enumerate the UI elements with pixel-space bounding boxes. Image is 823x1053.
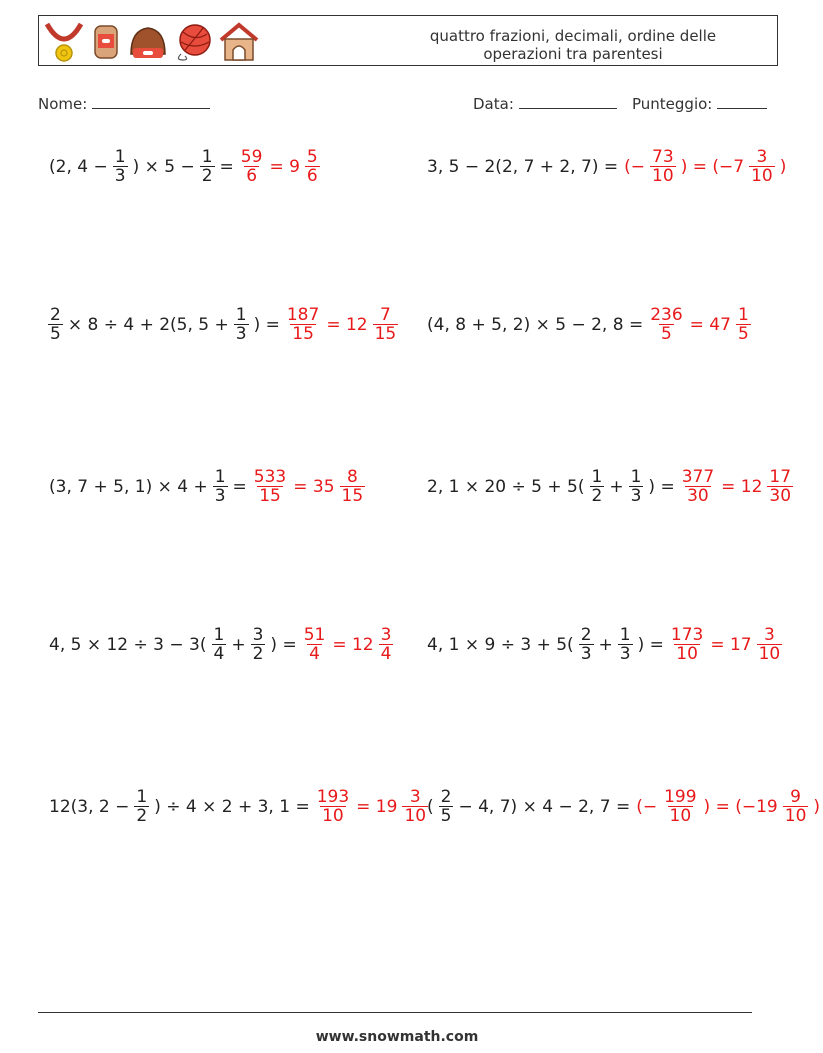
dog-bed-icon [127, 20, 169, 64]
expression-text: − 4, 7) × 4 − 2, 7 = [458, 796, 631, 817]
worksheet-title [403, 27, 743, 63]
denominator: 5 [50, 324, 61, 344]
answer-text: (− [636, 796, 658, 817]
denominator: 2 [591, 486, 603, 506]
date-label: Data: [473, 95, 514, 113]
answer-fraction [662, 788, 698, 825]
numerator: 1 [619, 625, 631, 645]
answer-fraction [239, 148, 265, 185]
answer-fraction [305, 148, 320, 185]
title-line-1: quattro frazioni, decimali, ordine delle [429, 27, 717, 45]
problem-6 [424, 468, 795, 505]
numerator: 8 [346, 467, 358, 487]
numerator: 377 [681, 467, 715, 487]
numerator: 3 [380, 625, 392, 645]
expression-text: 2, 1 × 20 ÷ 5 + 5( [427, 476, 585, 497]
expression-text: ) = [648, 476, 675, 497]
fraction [113, 148, 128, 185]
answer-fraction [767, 468, 793, 505]
expression-text: × 8 ÷ 4 + 2(5, 5 + [67, 314, 229, 335]
answer-text: = 12 [332, 634, 374, 655]
answer-fraction [757, 626, 783, 663]
numerator: 1 [213, 625, 225, 645]
problem-2 [424, 148, 789, 185]
score-field [632, 94, 767, 113]
answer-fraction [373, 306, 399, 343]
numerator: 1 [214, 467, 226, 487]
problem-4 [424, 306, 753, 343]
numerator: 2 [50, 305, 61, 325]
denominator: 15 [341, 486, 364, 506]
problem-3 [46, 306, 400, 343]
answer-fraction [340, 468, 366, 505]
fraction [618, 626, 633, 663]
denominator: 15 [374, 324, 397, 344]
title-line-2: operazioni tra parentesi [483, 45, 663, 63]
numerator: 3 [252, 625, 264, 645]
denominator: 6 [306, 166, 318, 186]
fraction [212, 626, 227, 663]
numerator: 199 [664, 787, 697, 807]
denominator: 6 [246, 166, 258, 186]
numerator: 1 [630, 467, 642, 487]
fraction [251, 626, 266, 663]
denominator: 5 [661, 324, 672, 344]
score-label: Punteggio: [632, 95, 713, 113]
fraction [439, 788, 454, 825]
numerator: 17 [769, 467, 792, 487]
expression-text: (2, 4 − [49, 156, 108, 177]
numerator: 533 [253, 467, 287, 487]
numerator: 1 [201, 147, 213, 167]
date-field [473, 94, 617, 113]
denominator: 3 [214, 486, 226, 506]
date-blank[interactable] [519, 94, 617, 109]
answer-text: ) [813, 796, 821, 817]
answer-fraction [680, 468, 716, 505]
problem-1 [46, 148, 322, 185]
denominator: 4 [309, 644, 320, 664]
fraction [629, 468, 644, 505]
answer-fraction [669, 626, 705, 663]
expression-text: ) × 5 − [132, 156, 195, 177]
answer-text: = 12 [326, 314, 368, 335]
numerator: 236 [650, 305, 683, 325]
numerator: 7 [380, 305, 391, 325]
yarn-ball-icon [173, 20, 213, 64]
medal-icon [43, 20, 85, 64]
numerator: 3 [764, 625, 775, 645]
answer-fraction [648, 306, 684, 343]
answer-fraction [285, 306, 321, 343]
expression-text: ) ÷ 4 × 2 + 3, 1 = [154, 796, 310, 817]
fraction [134, 788, 149, 825]
denominator: 30 [687, 486, 709, 506]
denominator: 30 [769, 486, 792, 506]
fraction [200, 148, 215, 185]
answer-fraction [315, 788, 351, 825]
denominator: 10 [404, 806, 427, 826]
problem-8 [424, 626, 784, 663]
answer-text: = 47 [689, 314, 731, 335]
numerator: 73 [652, 147, 674, 167]
expression-text: + [609, 476, 624, 497]
answer-text: (− [624, 156, 646, 177]
denominator: 5 [737, 324, 749, 344]
name-label: Nome: [38, 95, 88, 113]
numerator: 187 [286, 305, 320, 325]
numerator: 9 [790, 787, 801, 807]
answer-fraction [252, 468, 288, 505]
numerator: 193 [316, 787, 350, 807]
denominator: 15 [292, 324, 314, 344]
denominator: 4 [380, 644, 392, 664]
answer-fraction [302, 626, 328, 663]
expression-text: ( [427, 796, 434, 817]
name-blank[interactable] [92, 94, 210, 109]
answer-text: = 12 [721, 476, 763, 497]
denominator: 5 [440, 806, 452, 826]
numerator: 173 [670, 625, 704, 645]
numerator: 2 [440, 787, 452, 807]
denominator: 3 [619, 644, 631, 664]
denominator: 10 [751, 166, 773, 186]
problem-9 [46, 788, 430, 825]
fraction [579, 626, 594, 663]
denominator: 3 [580, 644, 592, 664]
expression-text: ) = [270, 634, 297, 655]
fraction [213, 468, 228, 505]
answer-fraction [379, 626, 394, 663]
expression-text: + [231, 634, 246, 655]
denominator: 3 [114, 166, 126, 186]
numerator: 1 [591, 467, 603, 487]
dog-house-icon [217, 20, 261, 64]
denominator: 10 [758, 644, 781, 664]
expression-text: (3, 7 + 5, 1) × 4 + [49, 476, 208, 497]
expression-text: 3, 5 − 2(2, 7 + 2, 7) = [427, 156, 619, 177]
numerator: 1 [114, 147, 126, 167]
denominator: 2 [252, 644, 264, 664]
problem-10 [424, 788, 823, 825]
answer-fraction [783, 788, 809, 825]
fraction [590, 468, 605, 505]
name-field [38, 94, 210, 113]
denominator: 3 [235, 324, 247, 344]
expression-text: 4, 5 × 12 ÷ 3 − 3( [49, 634, 207, 655]
problem-5 [46, 468, 367, 505]
expression-text: (4, 8 + 5, 2) × 5 − 2, 8 = [427, 314, 644, 335]
denominator: 10 [669, 806, 692, 826]
icon-strip [43, 20, 261, 64]
denominator: 10 [676, 644, 698, 664]
numerator: 3 [409, 787, 421, 807]
answer-fraction [650, 148, 676, 185]
fraction [234, 306, 249, 343]
expression-text: = [219, 156, 234, 177]
expression-text: = [232, 476, 247, 497]
answer-text: ) = (−19 [703, 796, 778, 817]
footer-divider [38, 1012, 752, 1013]
denominator: 3 [630, 486, 642, 506]
denominator: 10 [652, 166, 674, 186]
score-blank[interactable] [717, 94, 767, 109]
answer-text: ) = (−7 [680, 156, 745, 177]
answer-text: = 17 [710, 634, 752, 655]
fraction [48, 306, 63, 343]
answer-text: = 19 [356, 796, 398, 817]
expression-text: ) = [253, 314, 280, 335]
tape-roll-icon [89, 20, 123, 64]
numerator: 51 [303, 625, 326, 645]
numerator: 1 [136, 787, 148, 807]
denominator: 10 [784, 806, 807, 826]
problem-7 [46, 626, 395, 663]
denominator: 4 [213, 644, 225, 664]
answer-text: ) [779, 156, 787, 177]
expression-text: + [598, 634, 613, 655]
answer-text: = 35 [293, 476, 335, 497]
answer-fraction [736, 306, 751, 343]
denominator: 2 [136, 806, 148, 826]
denominator: 10 [322, 806, 344, 826]
numerator: 1 [737, 305, 749, 325]
numerator: 59 [240, 147, 263, 167]
expression-text: 4, 1 × 9 ÷ 3 + 5( [427, 634, 574, 655]
denominator: 2 [201, 166, 213, 186]
footer-url: www.snowmath.com [315, 1029, 479, 1045]
expression-text: ) = [637, 634, 664, 655]
answer-fraction [749, 148, 775, 185]
numerator: 5 [306, 147, 318, 167]
header-box [38, 15, 778, 66]
denominator: 15 [259, 486, 281, 506]
expression-text: 12(3, 2 − [49, 796, 130, 817]
numerator: 2 [580, 625, 592, 645]
numerator: 1 [235, 305, 247, 325]
answer-text: = 9 [269, 156, 300, 177]
numerator: 3 [756, 147, 768, 167]
